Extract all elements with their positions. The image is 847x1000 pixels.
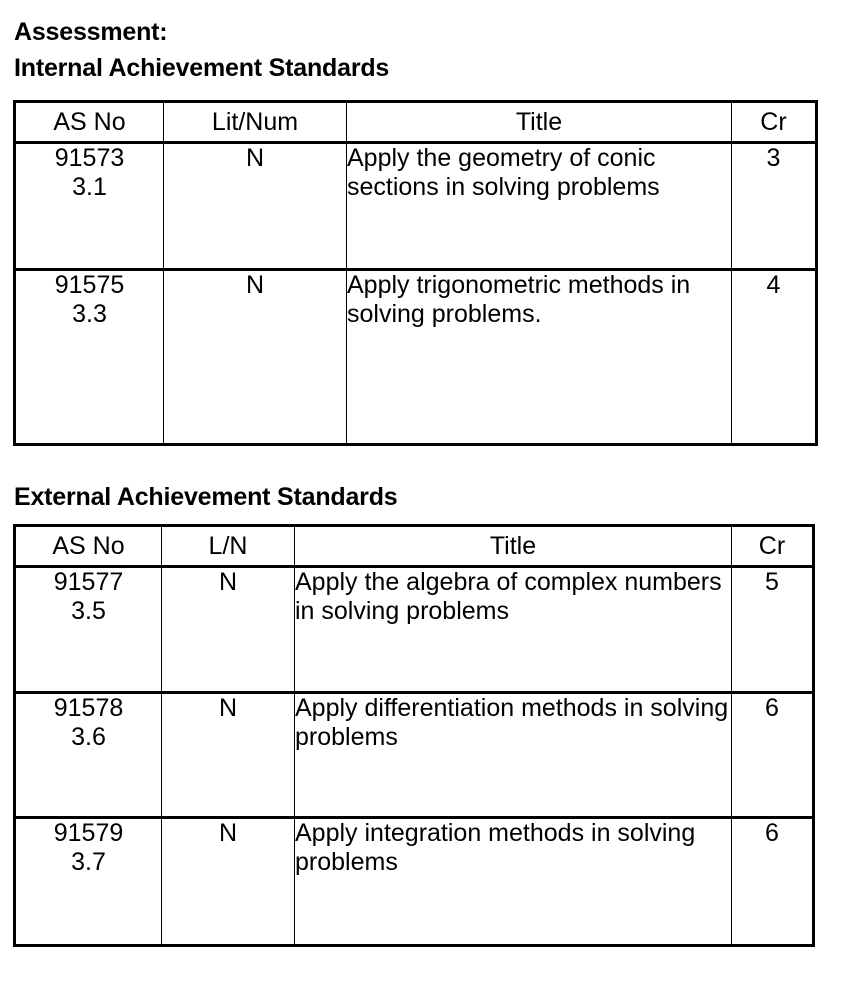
cell-lit-num: N bbox=[162, 818, 295, 946]
internal-standards-heading: Internal Achievement Standards bbox=[14, 54, 390, 82]
cell-as-no bbox=[15, 270, 164, 445]
cell-title: Apply integration methods in solving problems bbox=[295, 818, 732, 946]
internal-achievement-standards-table bbox=[13, 100, 818, 446]
table-row bbox=[15, 270, 817, 445]
cell-credits: 6 bbox=[732, 693, 814, 818]
as-number: 91575 bbox=[54, 271, 125, 299]
cell-credits: 5 bbox=[732, 567, 814, 693]
cell-lit-num: N bbox=[164, 270, 347, 445]
table-header-row bbox=[15, 526, 814, 567]
as-number: 91573 bbox=[54, 144, 125, 172]
cell-title: Apply the algebra of complex numbers in solving problems bbox=[295, 567, 732, 693]
external-achievement-standards-table bbox=[13, 524, 815, 947]
table-header-row bbox=[15, 102, 817, 143]
assessment-label: Assessment: bbox=[14, 18, 168, 46]
cell-credits: 3 bbox=[732, 143, 817, 270]
cell-title: Apply trigonometric methods in solving problems. bbox=[347, 270, 732, 445]
cell-credits: 4 bbox=[732, 270, 817, 445]
as-number: 91578 bbox=[53, 694, 124, 722]
cell-title: Apply differentiation methods in solving problems bbox=[295, 693, 732, 818]
cell-as-no bbox=[15, 567, 162, 693]
column-header-as-no: AS No bbox=[15, 102, 164, 143]
column-header-title: Title bbox=[347, 102, 732, 143]
column-header-lit-num: Lit/Num bbox=[164, 102, 347, 143]
table-row bbox=[15, 567, 814, 693]
column-header-title: Title bbox=[295, 526, 732, 567]
column-header-lit-num: L/N bbox=[162, 526, 295, 567]
external-standards-heading: External Achievement Standards bbox=[14, 483, 398, 511]
column-header-credits: Cr bbox=[732, 102, 817, 143]
cell-lit-num: N bbox=[162, 693, 295, 818]
as-version: 3.7 bbox=[71, 848, 106, 876]
table-row bbox=[15, 818, 814, 946]
column-header-credits: Cr bbox=[732, 526, 814, 567]
table-row bbox=[15, 693, 814, 818]
column-header-as-no: AS No bbox=[15, 526, 162, 567]
table-row bbox=[15, 143, 817, 270]
as-version: 3.5 bbox=[71, 597, 106, 625]
cell-as-no bbox=[15, 143, 164, 270]
cell-lit-num: N bbox=[162, 567, 295, 693]
as-version: 3.1 bbox=[72, 173, 107, 201]
cell-as-no bbox=[15, 818, 162, 946]
as-number: 91579 bbox=[53, 819, 124, 847]
cell-as-no bbox=[15, 693, 162, 818]
as-number: 91577 bbox=[53, 568, 124, 596]
cell-lit-num: N bbox=[164, 143, 347, 270]
as-version: 3.6 bbox=[71, 723, 106, 751]
cell-title: Apply the geometry of conic sections in solving problems bbox=[347, 143, 732, 270]
as-version: 3.3 bbox=[72, 300, 107, 328]
cell-credits: 6 bbox=[732, 818, 814, 946]
